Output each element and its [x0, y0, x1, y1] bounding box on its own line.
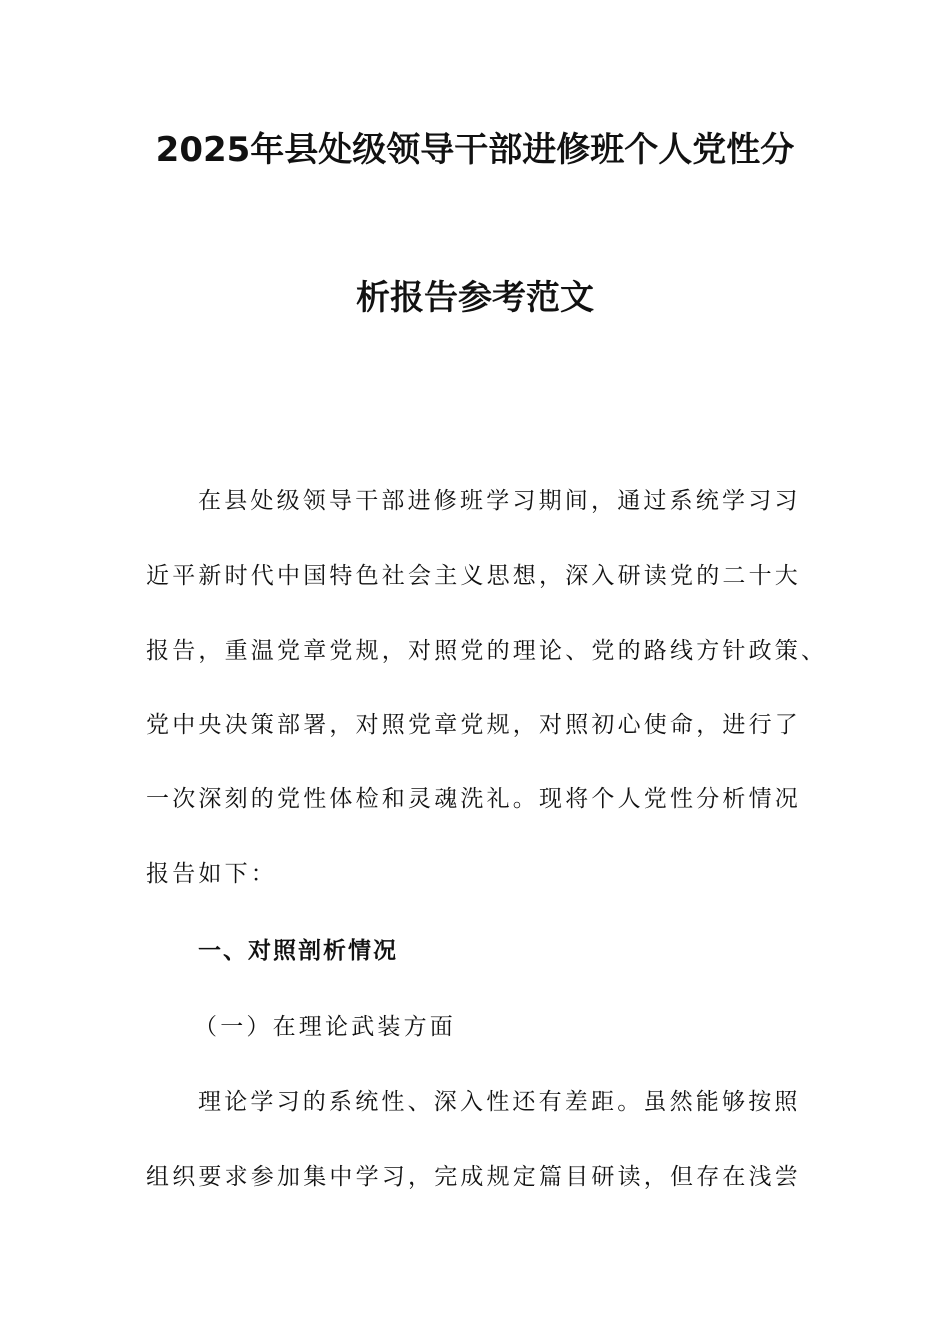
paragraph-1-line-2: 近平新时代中国特色社会主义思想，深入研读党的二十大: [146, 563, 801, 589]
paragraph-1-line-5: 一次深刻的党性体检和灵魂洗礼。现将个人党性分析情况: [146, 786, 801, 812]
paragraph-2-line-2: 组织要求参加集中学习，完成规定篇目研读，但存在浅尝: [146, 1164, 801, 1190]
subsection-1-heading: （一）在理论武装方面: [194, 1014, 456, 1040]
document-title-line-2: 析报告参考范文: [356, 278, 594, 318]
paragraph-1-line-6: 报告如下：: [146, 861, 277, 887]
paragraph-1-line-4: 党中央决策部署，对照党章党规，对照初心使命，进行了: [146, 712, 801, 738]
document-title-line-1: 2025年县处级领导干部进修班个人党性分: [155, 130, 795, 170]
paragraph-1-line-1: 在县处级领导干部进修班学习期间，通过系统学习习: [198, 488, 801, 514]
section-1-heading: 一、对照剖析情况: [198, 938, 398, 964]
paragraph-1-line-3: 报告，重温党章党规，对照党的理论、党的路线方针政策、: [146, 638, 828, 664]
paragraph-2-line-1: 理论学习的系统性、深入性还有差距。虽然能够按照: [198, 1089, 801, 1115]
